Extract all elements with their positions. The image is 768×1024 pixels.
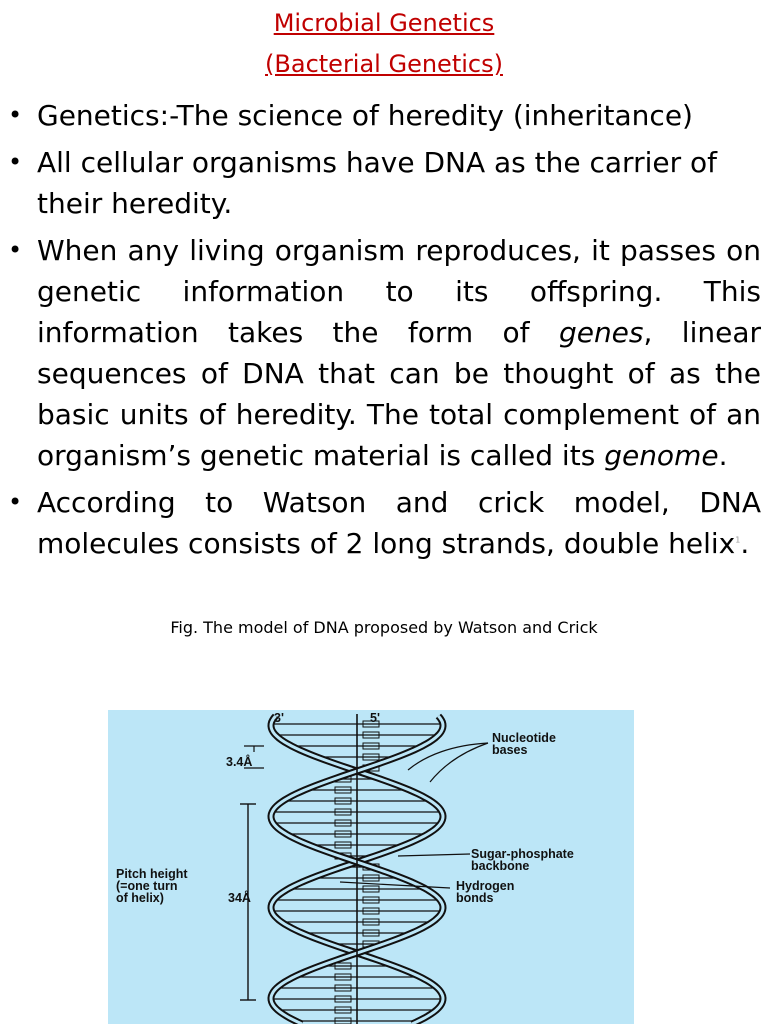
pitch-value-label: 34Å (228, 891, 251, 905)
label-line: Hydrogen (456, 879, 515, 893)
backbone-label (471, 848, 574, 872)
bullet-mark: • (8, 148, 23, 176)
label-line: Sugar-phosphate (471, 847, 574, 861)
label-line: of helix) (116, 891, 164, 905)
label-line: bases (492, 743, 528, 757)
nucleotide-bases-label (492, 732, 556, 756)
bullet-text: All cellular organisms have DNA as the carrier of their heredity. (37, 146, 717, 220)
bullet-text-part: According to Watson and crick model, DNA molecules consists of 2 long strands, double helix (37, 486, 761, 560)
pitch-height-label (116, 868, 188, 904)
label-line: bonds (456, 891, 494, 905)
dna-figure (108, 710, 634, 1024)
term-genes: genes (558, 316, 644, 349)
spacing-label: 3.4Å (226, 755, 253, 769)
bullet-item (6, 142, 762, 224)
bullet-text (37, 230, 761, 476)
title-line-2: (Bacterial Genetics) (265, 50, 503, 78)
bullet-mark: • (8, 488, 23, 516)
end-label-5: 5' (370, 711, 380, 725)
footnote-ref: 1 (735, 535, 741, 545)
label-line: Pitch height (116, 867, 188, 881)
bullet-text (37, 482, 761, 564)
bullet-item (6, 482, 762, 564)
bullet-mark: • (8, 101, 23, 129)
bullet-text-part: When any living organism reproduces, it passes on genetic information to its offspring. This information takes the form of (37, 234, 761, 349)
bullet-text-part: . (740, 527, 750, 560)
bullet-item (6, 95, 762, 136)
label-line: backbone (471, 859, 530, 873)
bullet-mark: • (8, 236, 23, 264)
label-line: Nucleotide (492, 731, 556, 745)
bullet-text-part: , linear sequences of DNA that can be thought of as the basic units of heredity. The total complement of an organism’s genetic material is called its (37, 316, 761, 472)
bullet-item (6, 230, 762, 476)
term-genome: genome (604, 439, 719, 472)
hydrogen-bonds-label (456, 880, 514, 904)
bullet-text-part: . (718, 439, 728, 472)
label-line: (=one turn (116, 879, 178, 893)
title-line-1: Microbial Genetics (273, 9, 495, 37)
figure-caption: Fig. The model of DNA proposed by Watson and Crick (170, 618, 598, 637)
end-label-3: 3' (274, 711, 284, 725)
bullet-text: Genetics:-The science of heredity (inheritance) (37, 99, 693, 132)
bullet-list (6, 95, 762, 564)
